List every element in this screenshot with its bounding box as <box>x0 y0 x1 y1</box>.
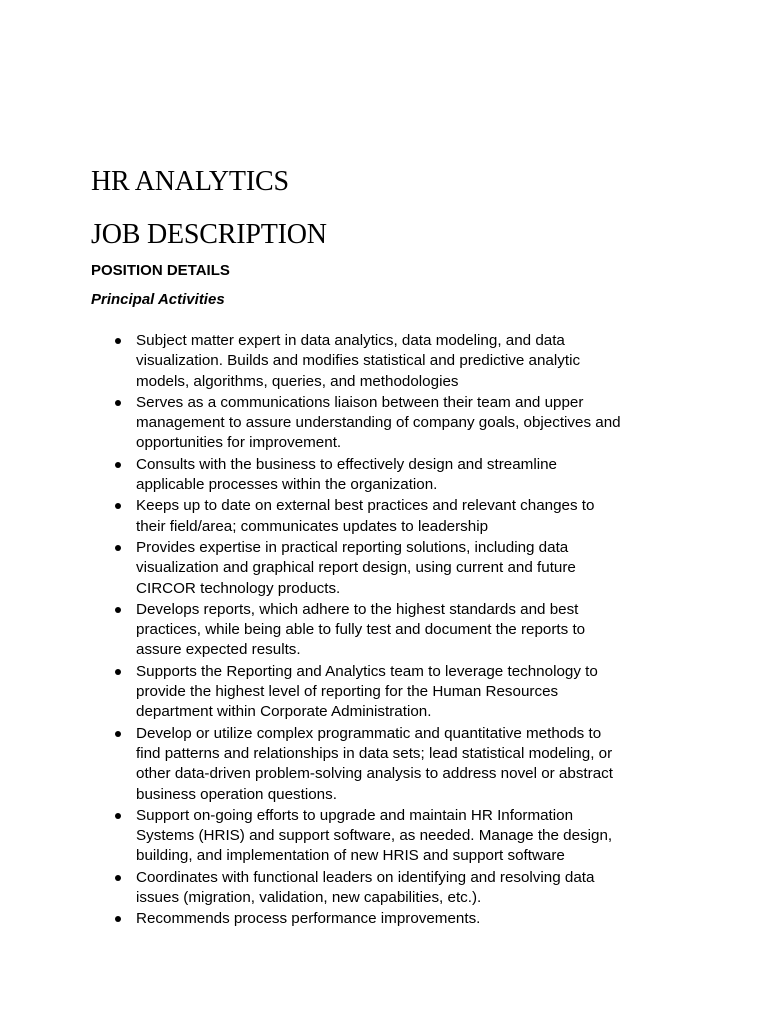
activity-item <box>114 909 684 929</box>
activity-text-line: building, and implementation of new HRIS and support software <box>136 847 565 865</box>
activity-text-line: CIRCOR technology products. <box>136 579 341 597</box>
activity-text-line: department within Corporate Administration. <box>136 703 432 721</box>
activity-text-line: Consults with the business to effectively design and streamline <box>136 455 557 473</box>
activity-text-line: practices, while being able to fully test and document the reports to <box>136 621 586 639</box>
activity-text-line: Keeps up to date on external best practices and relevant changes to <box>136 497 595 515</box>
activities-list <box>114 331 684 931</box>
document-title: HR ANALYTICS <box>91 166 289 197</box>
activity-text-line: visualization. Builds and modifies statistical and predictive analytic <box>136 352 581 370</box>
activity-text-line: Develops reports, which adhere to the highest standards and best <box>136 600 579 618</box>
activity-text-line: models, algorithms, queries, and methodologies <box>136 372 459 390</box>
activity-text-line: Recommends process performance improvements. <box>136 910 481 928</box>
section-heading-position-details: POSITION DETAILS <box>91 262 230 279</box>
activity-text-line: Supports the Reporting and Analytics team to leverage technology to <box>136 662 598 680</box>
activity-text-line: applicable processes within the organization. <box>136 476 438 494</box>
activity-text-line: find patterns and relationships in data sets; lead statistical modeling, or <box>136 744 613 762</box>
activity-text-line: provide the highest level of reporting for the Human Resources <box>136 683 559 701</box>
activity-item <box>114 393 684 454</box>
activity-item <box>114 496 684 537</box>
activity-text-line: business operation questions. <box>136 785 337 803</box>
activity-text-line: Serves as a communications liaison between their team and upper <box>136 393 584 411</box>
activity-text-line: management to assure understanding of company goals, objectives and <box>136 414 621 432</box>
activity-text-line: opportunities for improvement. <box>136 434 342 452</box>
activity-text-line: Coordinates with functional leaders on identifying and resolving data <box>136 868 595 886</box>
activity-item <box>114 455 684 496</box>
activity-text-line: their field/area; communicates updates to leadership <box>136 517 489 535</box>
activity-text-line: Develop or utilize complex programmatic and quantitative methods to <box>136 724 602 742</box>
activity-text-line: Support on-going efforts to upgrade and maintain HR Information <box>136 806 574 824</box>
activity-text-line: Provides expertise in practical reporting solutions, including data <box>136 538 569 556</box>
activity-text-line: other data-driven problem-solving analysis to address novel or abstract <box>136 765 613 783</box>
activity-text-line: Systems (HRIS) and support software, as needed. Manage the design, <box>136 827 613 845</box>
activity-text-line: assure expected results. <box>136 641 301 659</box>
document-subtitle: JOB DESCRIPTION <box>91 219 327 250</box>
sub-heading-principal-activities: Principal Activities <box>91 291 225 308</box>
activity-item <box>114 538 684 599</box>
activity-item <box>114 662 684 723</box>
activity-item <box>114 806 684 867</box>
activity-item <box>114 600 684 661</box>
activity-item <box>114 868 684 909</box>
activity-item <box>114 724 684 805</box>
activity-item <box>114 331 684 392</box>
activity-text-line: issues (migration, validation, new capabilities, etc.). <box>136 889 482 907</box>
activity-text-line: Subject matter expert in data analytics, data modeling, and data <box>136 332 565 349</box>
activity-text-line: visualization and graphical report design, using current and future <box>136 559 576 577</box>
